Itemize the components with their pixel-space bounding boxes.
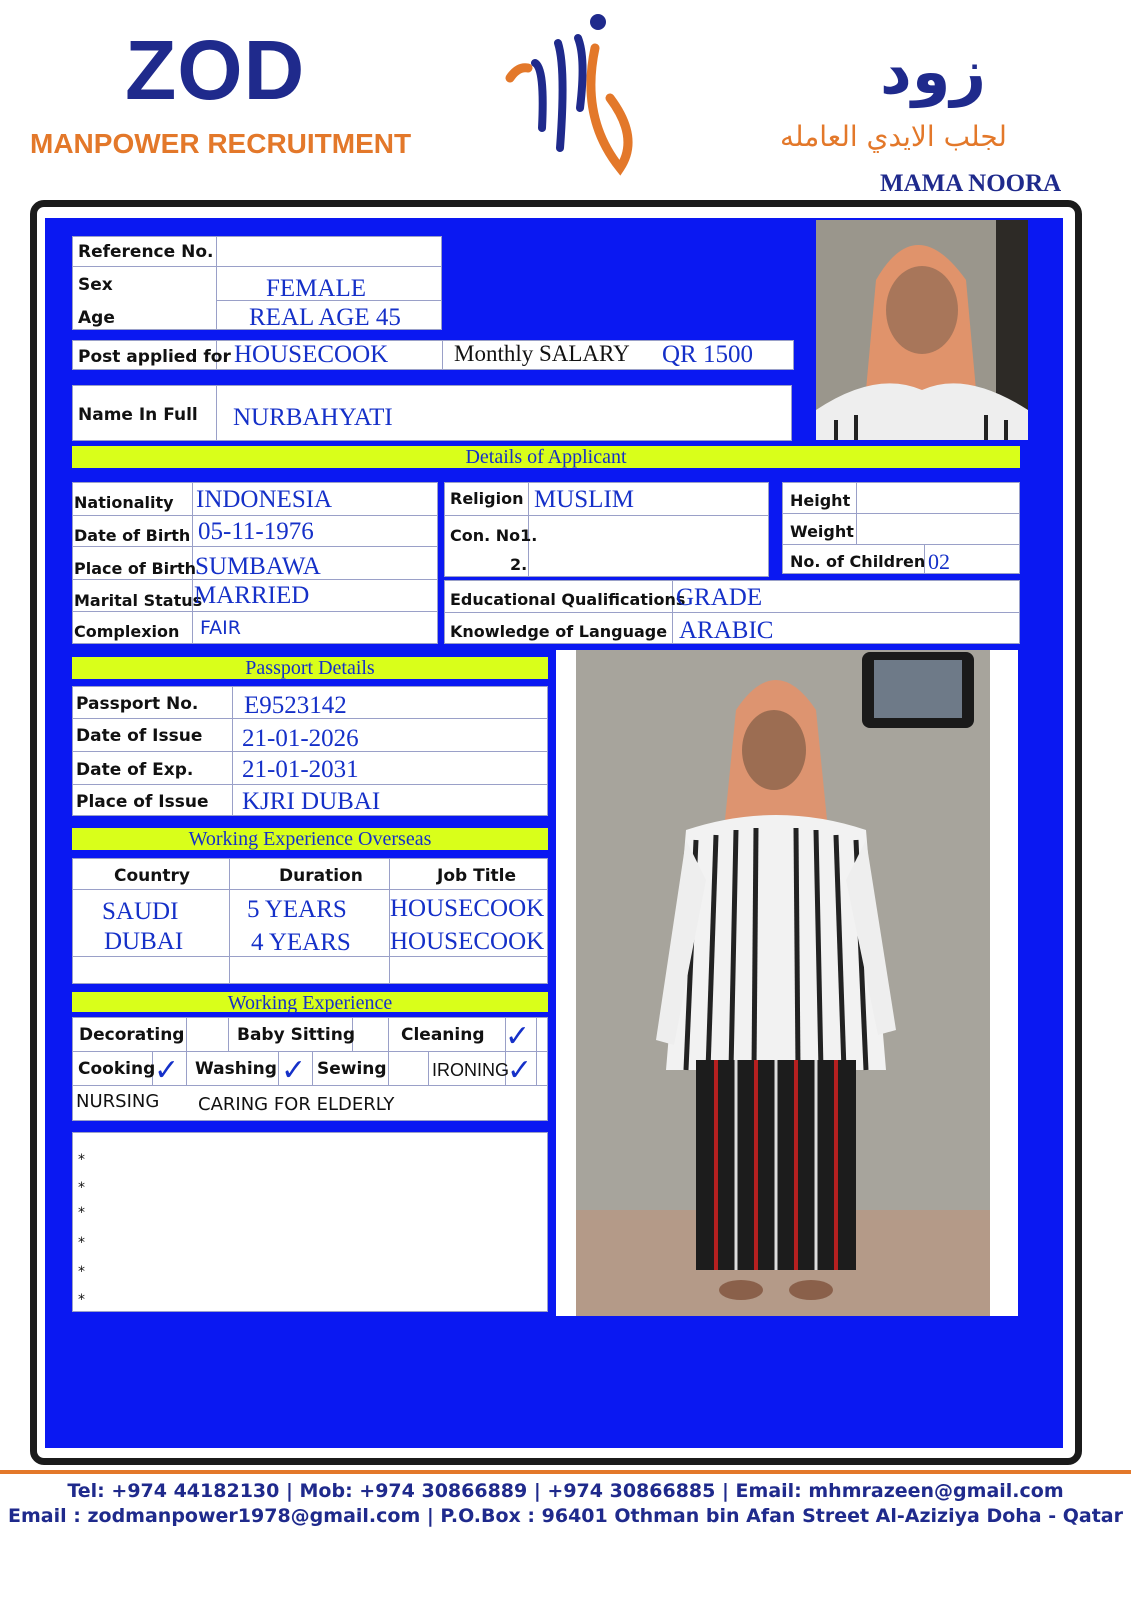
language-value: ARABIC <box>679 617 774 644</box>
overseas-row2-jobtitle: HOUSECOOK <box>390 928 545 955</box>
name-value: NURBAHYATI <box>233 404 393 431</box>
language-label: Knowledge of Language <box>450 622 668 641</box>
con1-label: Con. No1. <box>450 526 538 545</box>
overseas-row1-duration: 5 YEARS <box>247 896 347 923</box>
footer-divider <box>0 1470 1131 1474</box>
education-value: GRADE <box>676 584 763 611</box>
complexion-value: FAIR <box>200 617 241 639</box>
name-label: Name In Full <box>78 405 198 425</box>
overseas-row2-country: DUBAI <box>104 928 184 955</box>
note-bullet-4: * <box>78 1235 85 1251</box>
skill-decorating: Decorating <box>79 1025 185 1045</box>
brand-title: ZOD <box>125 23 306 117</box>
overseas-row1-jobtitle: HOUSECOOK <box>390 895 545 922</box>
con2-label: 2. <box>510 555 528 574</box>
overseas-header-duration: Duration <box>279 866 363 886</box>
overseas-header-country: Country <box>114 866 190 886</box>
details-header: Details of Applicant <box>72 446 1020 468</box>
full-body-illustration-icon <box>556 650 1018 1316</box>
washing-check-icon: ✓ <box>281 1053 307 1088</box>
salary-label: Monthly SALARY <box>454 341 630 366</box>
portrait-illustration-icon <box>816 220 1028 440</box>
place-issue-value: KJRI DUBAI <box>242 788 381 815</box>
footer-contact-line1: Tel: +974 44182130 | Mob: +974 30866889 | +974 30866885 | Email: mhmrazeen@gmail.com <box>67 1480 1064 1502</box>
marital-value: MARRIED <box>194 582 310 609</box>
pob-value: SUMBAWA <box>195 553 321 580</box>
ironing-check-icon: ✓ <box>507 1053 533 1088</box>
experience-header: Working Experience <box>72 992 548 1012</box>
height-label: Height <box>790 491 851 510</box>
dob-value: 05-11-1976 <box>198 518 314 545</box>
skill-ironing: IRONING <box>432 1060 510 1080</box>
passport-no-value: E9523142 <box>244 692 347 719</box>
full-body-photo <box>556 650 1018 1316</box>
agent-name: MAMA NOORA <box>880 170 1062 197</box>
education-label: Educational Qualifications <box>450 590 686 609</box>
passport-header: Passport Details <box>72 657 548 679</box>
overseas-row2-duration: 4 YEARS <box>251 929 351 956</box>
note-bullet-6: * <box>78 1292 85 1308</box>
issue-date-label: Date of Issue <box>76 726 203 746</box>
cleaning-check-icon: ✓ <box>505 1019 531 1054</box>
cooking-check-icon: ✓ <box>154 1053 180 1088</box>
notes-box <box>72 1132 548 1312</box>
issue-date-value: 21-01-2026 <box>242 725 359 752</box>
pob-label: Place of Birth <box>74 559 197 578</box>
skill-caring-elderly: CARING FOR ELDERLY <box>198 1094 395 1115</box>
nationality-label: Nationality <box>74 493 174 512</box>
note-bullet-1: * <box>78 1152 85 1168</box>
note-bullet-5: * <box>78 1264 85 1280</box>
salary-value: QR 1500 <box>662 341 753 368</box>
skill-cleaning: Cleaning <box>401 1025 485 1045</box>
skill-nursing: NURSING <box>76 1091 160 1112</box>
nationality-value: INDONESIA <box>196 486 333 513</box>
exp-date-value: 21-01-2031 <box>242 756 359 783</box>
overseas-row1-country: SAUDI <box>102 898 179 925</box>
sex-label: Sex <box>78 275 113 295</box>
skill-washing: Washing <box>195 1059 277 1079</box>
skill-cooking: Cooking <box>78 1059 156 1079</box>
dob-label: Date of Birth <box>74 526 191 545</box>
children-label: No. of Children <box>790 552 926 571</box>
arabic-brand: زود <box>880 35 987 108</box>
reference-label: Reference No. <box>78 242 214 262</box>
post-label: Post applied for <box>78 347 231 367</box>
passport-no-label: Passport No. <box>76 694 199 714</box>
children-value: 02 <box>928 549 950 574</box>
note-bullet-2: * <box>78 1180 85 1196</box>
post-value: HOUSECOOK <box>234 341 389 368</box>
skill-sewing: Sewing <box>317 1059 387 1079</box>
religion-label: Religion <box>450 489 524 508</box>
overseas-header-jobtitle: Job Title <box>437 866 516 886</box>
footer-contact-line2: Email : zodmanpower1978@gmail.com | P.O.Box : 96401 Othman bin Afan Street Al-Aziziya Doha - Qatar <box>8 1505 1123 1527</box>
marital-label: Marital Status <box>74 591 203 610</box>
note-bullet-3: * <box>78 1205 85 1221</box>
arabic-subtitle: لجلب الايدي العامله <box>780 120 1007 153</box>
sex-value: FEMALE <box>266 275 366 302</box>
brand-subtitle: MANPOWER RECRUITMENT <box>30 128 412 159</box>
religion-value: MUSLIM <box>534 486 635 513</box>
weight-label: Weight <box>790 522 854 541</box>
skill-baby-sitting: Baby Sitting <box>237 1025 356 1045</box>
complexion-label: Complexion <box>74 622 180 641</box>
exp-date-label: Date of Exp. <box>76 760 194 780</box>
company-logo-icon <box>500 8 650 178</box>
portrait-photo <box>816 220 1028 440</box>
age-value: REAL AGE 45 <box>249 304 401 331</box>
overseas-header: Working Experience Overseas <box>72 828 548 850</box>
place-issue-label: Place of Issue <box>76 792 209 812</box>
age-label: Age <box>78 308 115 328</box>
